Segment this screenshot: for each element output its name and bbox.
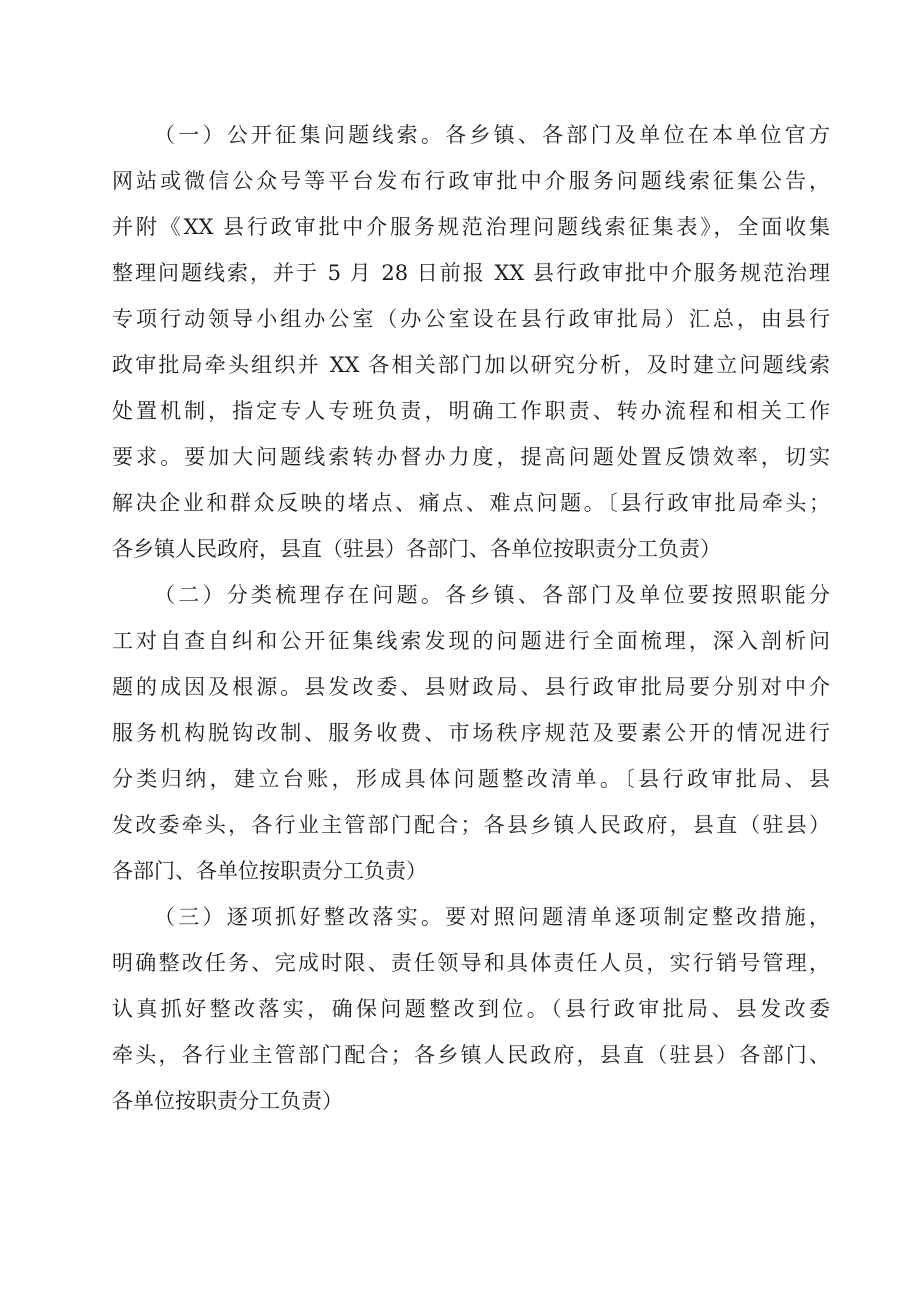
paragraph-1 (112, 112, 830, 572)
paragraph-line: 发改委牵头，各行业主管部门配合；各县乡镇人民政府，县直（驻县） (112, 813, 830, 837)
paragraph-line: 认真抓好整改落实，确保问题整改到位。（县行政审批局、县发改委 (112, 997, 830, 1021)
paragraph-line: 工对自查自纠和公开征集线索发现的问题进行全面梳理，深入剖析问 (112, 629, 830, 653)
paragraph-line: 要求。要加大问题线索转办督办力度，提高问题处置反馈效率，切实 (112, 445, 830, 469)
paragraph-line: 明确整改任务、完成时限、责任领导和具体责任人员，实行销号管理， (112, 951, 830, 975)
paragraph-line: 解决企业和群众反映的堵点、痛点、难点问题。〔县行政审批局牵头； (112, 491, 830, 515)
paragraph-line: 牵头，各行业主管部门配合；各乡镇人民政府，县直（驻县）各部门、 (112, 1043, 830, 1067)
paragraph-2 (112, 572, 830, 894)
paragraph-line: 处置机制，指定专人专班负责，明确工作职责、转办流程和相关工作 (112, 399, 830, 423)
paragraph-line: 各单位按职责分工负责） (112, 1089, 343, 1113)
paragraph-line: 网站或微信公众号等平台发布行政审批中介服务问题线索征集公告， (112, 169, 830, 193)
paragraph-line: （三）逐项抓好整改落实。要对照问题清单逐项制定整改措施， (154, 905, 830, 929)
paragraph-line: 政审批局牵头组织并 XX 各相关部门加以研究分析，及时建立问题线索 (112, 353, 830, 377)
paragraph-line: （二）分类梳理存在问题。各乡镇、各部门及单位要按照职能分 (154, 583, 830, 607)
paragraph-line: 专项行动领导小组办公室（办公室设在县行政审批局）汇总，由县行 (112, 307, 830, 331)
paragraph-line: 并附《XX 县行政审批中介服务规范治理问题线索征集表》，全面收集 (112, 215, 830, 239)
paragraph-line: 整理问题线索，并于 5 月 28 日前报 XX 县行政审批中介服务规范治理 (112, 261, 830, 285)
paragraph-line: 服务机构脱钩改制、服务收费、市场秩序规范及要素公开的情况进行 (112, 721, 830, 745)
paragraph-line: 分类归纳，建立台账，形成具体问题整改清单。〔县行政审批局、县 (112, 767, 830, 791)
paragraph-line: （一）公开征集问题线索。各乡镇、各部门及单位在本单位官方 (154, 123, 830, 147)
document-body (112, 112, 830, 1124)
paragraph-line: 题的成因及根源。县发改委、县财政局、县行政审批局要分别对中介 (112, 675, 830, 699)
paragraph-line: 各部门、各单位按职责分工负责） (112, 859, 427, 883)
paragraph-3 (112, 894, 830, 1124)
paragraph-line: 各乡镇人民政府，县直（驻县）各部门、各单位按职责分工负责） (112, 537, 721, 561)
